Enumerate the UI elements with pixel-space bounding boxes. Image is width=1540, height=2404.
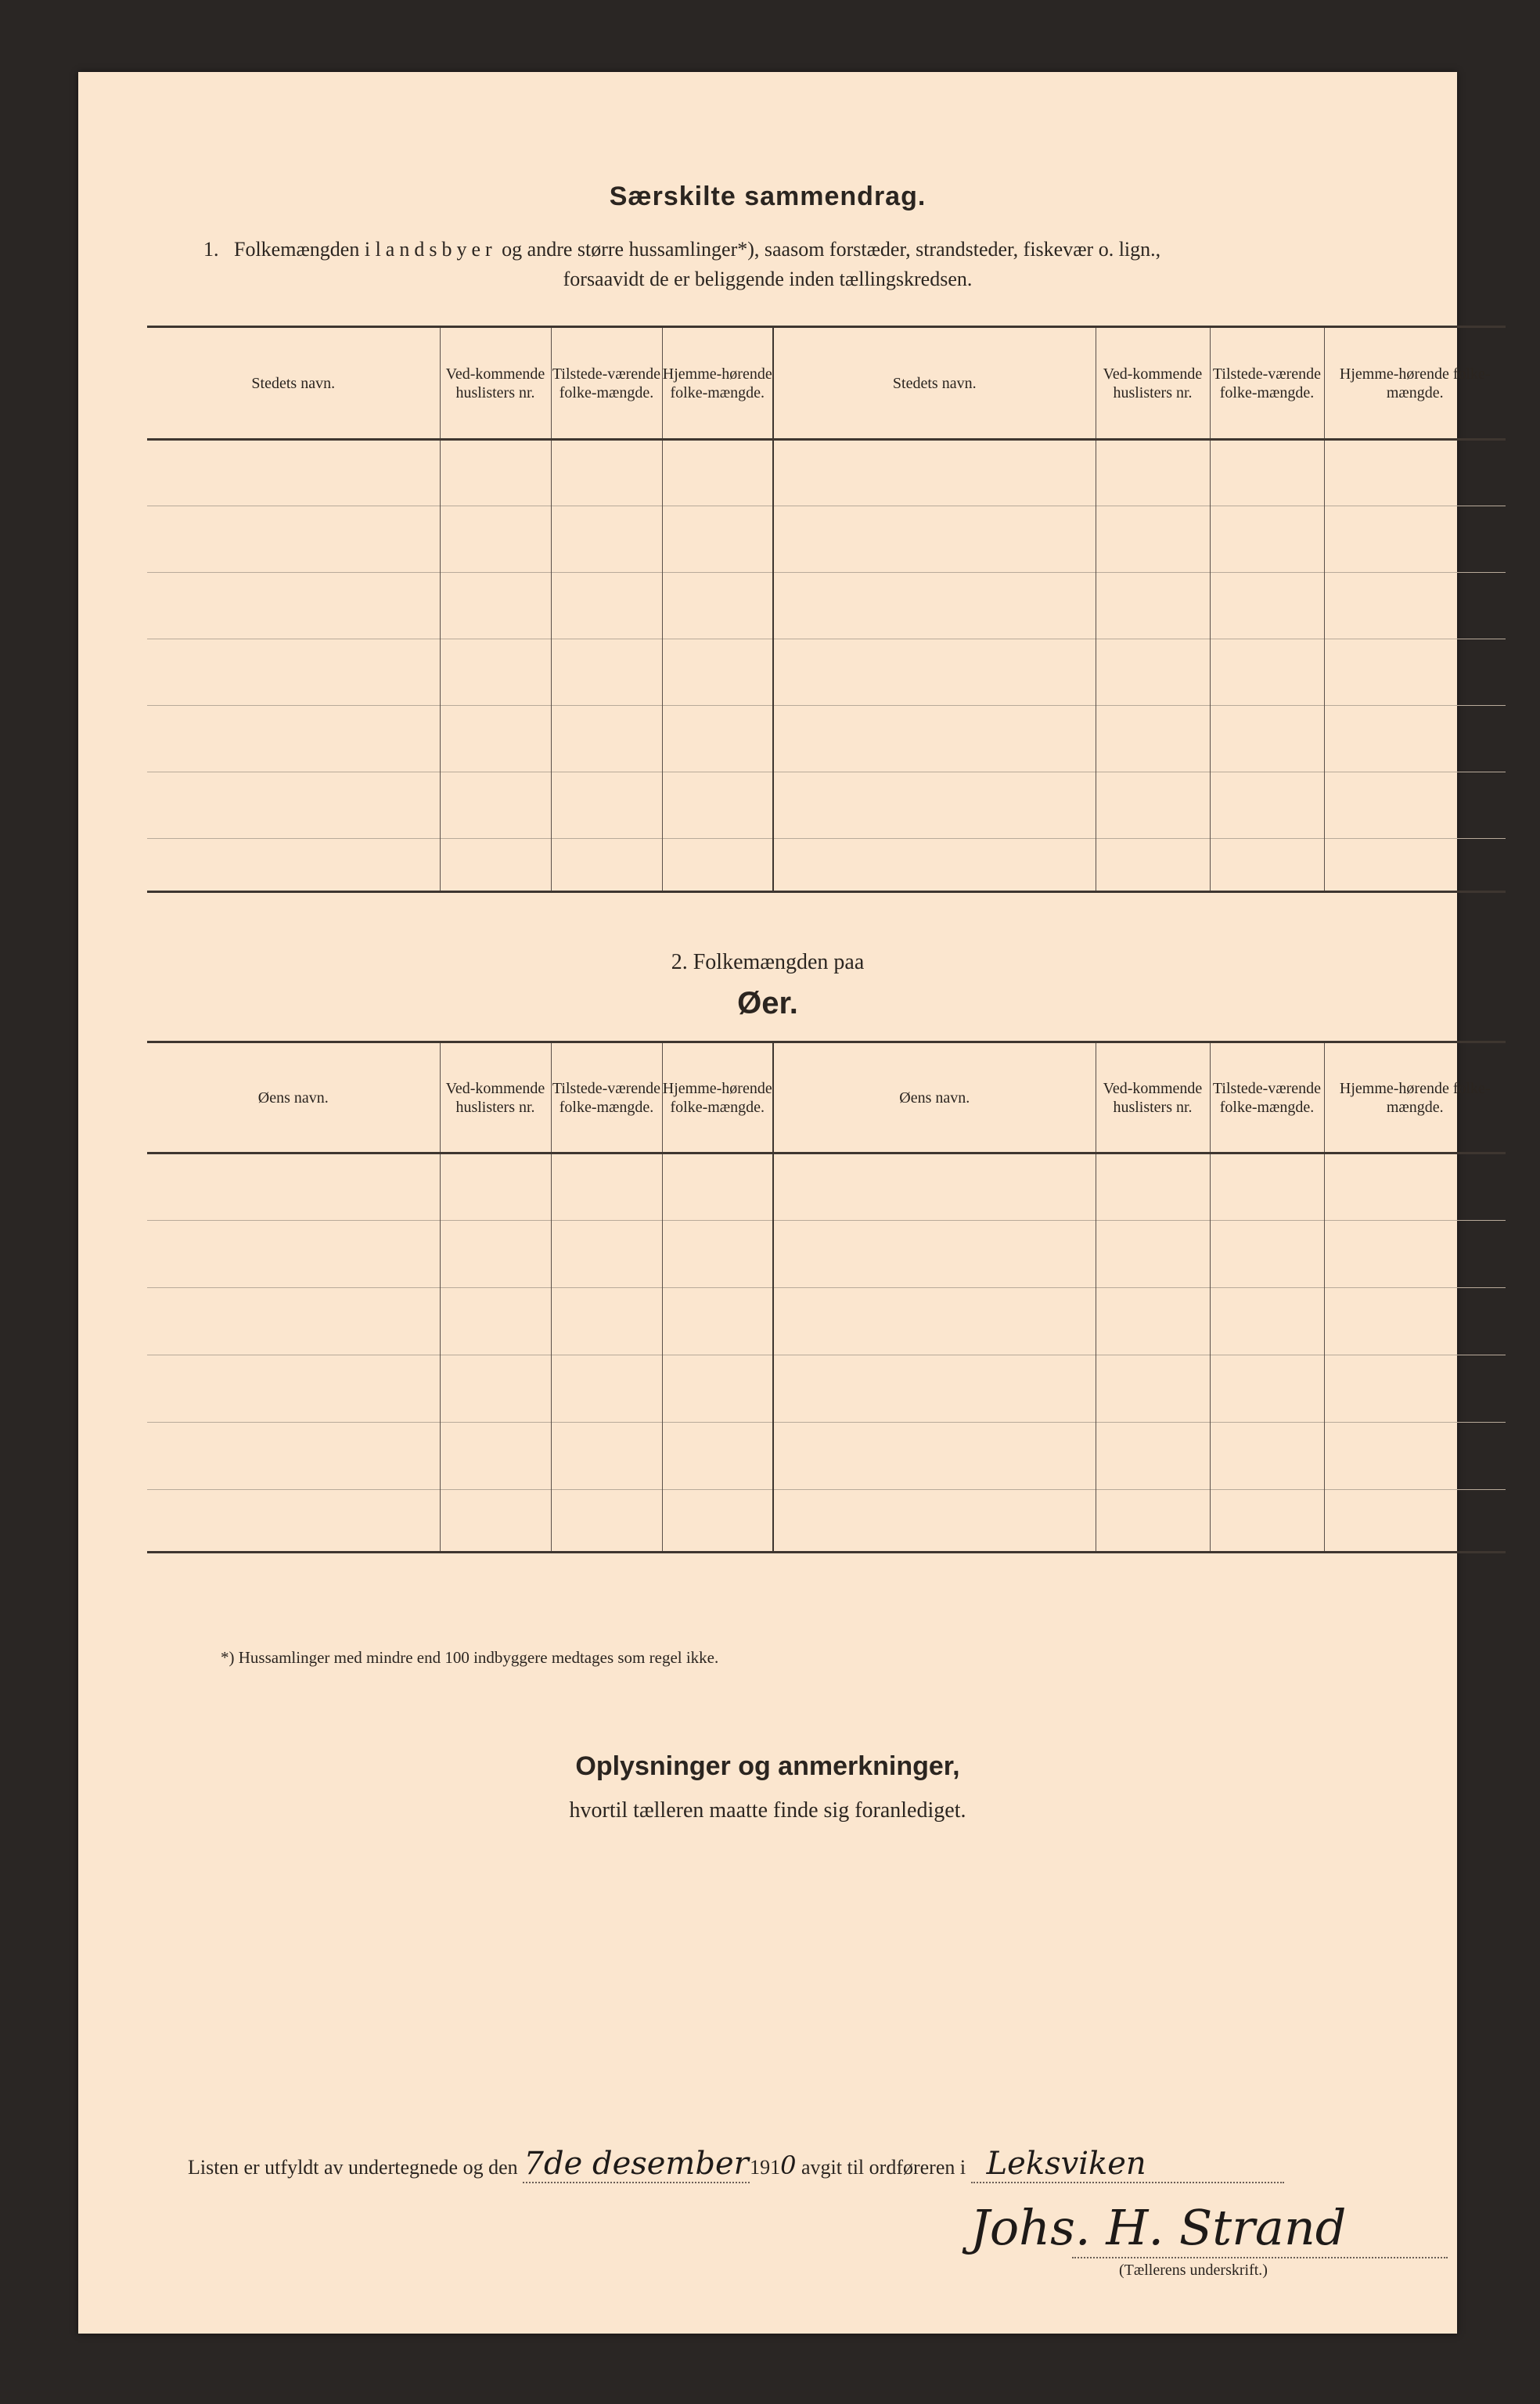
col-resident-population-2: Hjemme-hørende folke-mængde. (1324, 1042, 1506, 1153)
section1-intro-line2: forsaavidt de er beliggende inden tællingskredsen. (563, 268, 973, 290)
signoff-text-1: Listen er utfyldt av undertegnede og den (188, 2156, 518, 2179)
remarks-subtitle: hvortil tælleren maatte finde sig foranlediget. (569, 1798, 966, 1823)
table-row (147, 1221, 1506, 1288)
table-row (147, 639, 1506, 706)
col-place-name: Stedets navn. (251, 374, 336, 392)
section1-intro-pre: Folkemængden i (234, 238, 371, 261)
table-row (147, 706, 1506, 772)
col-present-population-2: Tilstede-værende folke-mængde. (1210, 1042, 1324, 1153)
table-row (147, 1490, 1506, 1553)
settlements-table (147, 326, 1506, 893)
table-row (147, 1153, 1506, 1221)
handwritten-date: 7de desember (524, 2146, 749, 2182)
col-resident-population: Hjemme-hørende folke-mængde. (662, 1042, 773, 1153)
section2-heading: Øer. (737, 986, 798, 1020)
section1-intro-post: og andre større hussamlinger*), saasom forstæder, strandsteder, fiskevær o. lign., (502, 238, 1161, 261)
section1-intro (203, 238, 1346, 261)
col-household-list-no-2: Ved-kommende huslisters nr. (1096, 1042, 1210, 1153)
handwritten-year-digit: 0 (780, 2150, 797, 2180)
census-form-page (78, 72, 1491, 2334)
table-row (147, 440, 1506, 506)
footnote: *) Hussamlinger med mindre end 100 indbyggere medtages som regel ikke. (221, 1648, 719, 1667)
section1-number: 1. (203, 238, 219, 261)
table-row (147, 1423, 1506, 1490)
signature-dotted-line (1072, 2257, 1448, 2258)
col-present-population: Tilstede-værende folke-mængde. (551, 1042, 662, 1153)
col-household-list-no: Ved-kommende huslisters nr. (440, 1042, 551, 1153)
islands-table (147, 1041, 1506, 1553)
page-heading: Særskilte sammendrag. (609, 182, 927, 211)
col-resident-population-2: Hjemme-hørende folke-mængde. (1324, 327, 1506, 440)
table-row (147, 772, 1506, 839)
section1-intro-spaced: landsbyer (375, 238, 497, 261)
col-present-population: Tilstede-værende folke-mængde. (551, 327, 662, 440)
col-present-population-2: Tilstede-værende folke-mængde. (1210, 327, 1324, 440)
year-prefix: 191 (750, 2156, 781, 2179)
enumerator-signature: Johs. H. Strand (970, 2199, 1347, 2256)
col-place-name-2: Stedets navn. (773, 327, 1096, 440)
table-row (147, 506, 1506, 573)
handwritten-municipality: Leksviken (971, 2146, 1284, 2183)
table-row (147, 1355, 1506, 1423)
col-resident-population: Hjemme-hørende folke-mængde. (662, 327, 773, 440)
col-island-name-2: Øens navn. (773, 1042, 1096, 1153)
section2-line: 2. Folkemængden paa (671, 950, 865, 974)
remarks-title: Oplysninger og anmerkninger, (575, 1751, 960, 1781)
signoff-text-2: avgit til ordføreren i (801, 2156, 966, 2179)
table-row (147, 839, 1506, 892)
signoff-line (188, 2146, 1284, 2183)
signature-label: (Tællerens underskrift.) (1119, 2262, 1268, 2279)
table-row (147, 1288, 1506, 1355)
table-row (147, 573, 1506, 639)
col-island-name: Øens navn. (257, 1089, 329, 1107)
col-household-list-no: Ved-kommende huslisters nr. (440, 327, 551, 440)
col-household-list-no-2: Ved-kommende huslisters nr. (1096, 327, 1210, 440)
